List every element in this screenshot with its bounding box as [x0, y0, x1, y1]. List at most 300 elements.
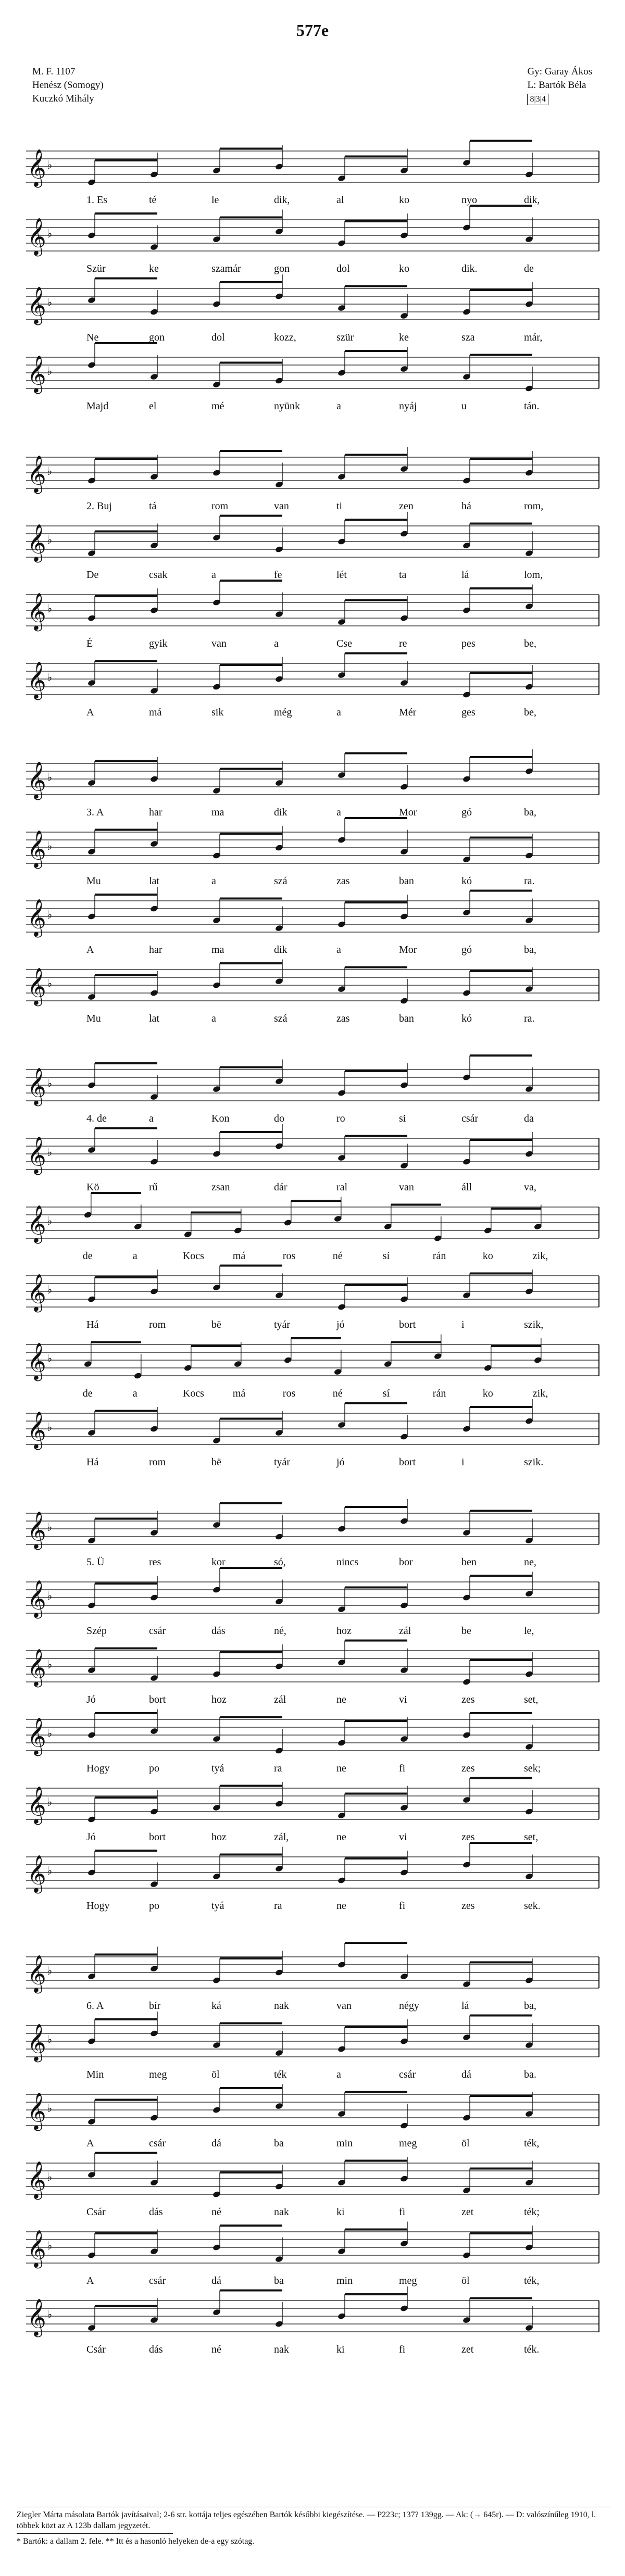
- lyric-syllable: lét: [336, 569, 347, 581]
- treble-clef-icon: 𝄞: [27, 285, 46, 324]
- lyric-syllable: meg: [399, 2138, 417, 2149]
- lyric-syllable: ko: [482, 1388, 493, 1399]
- lyric-syllable: bort: [149, 1694, 166, 1705]
- lyric-syllable: sik: [211, 707, 224, 718]
- flat-sign-icon: ♭: [47, 1796, 53, 1809]
- lyric-syllable: a: [149, 1113, 154, 1124]
- flat-sign-icon: ♭: [47, 228, 53, 241]
- lyric-syllable: lá: [461, 569, 469, 581]
- lyric-syllable: dá: [211, 2275, 221, 2286]
- lyric-syllable: bor: [399, 1556, 413, 1568]
- flat-sign-icon: ♭: [47, 1521, 53, 1534]
- lyric-syllable: 3. A: [86, 807, 104, 818]
- lyric-syllable: a: [336, 944, 341, 956]
- flat-sign-icon: ♭: [47, 1421, 53, 1434]
- lyric-syllable: ne,: [524, 1556, 536, 1568]
- lyric-syllable: ros: [282, 1388, 296, 1399]
- lyric-syllable: res: [149, 1556, 161, 1568]
- lyric-syllable: ko: [399, 263, 409, 274]
- lyric-syllable: dik,: [524, 194, 540, 206]
- lyric-syllable: be: [461, 1625, 471, 1637]
- treble-clef-icon: 𝄞: [27, 1954, 46, 1992]
- lyric-syllable: nak: [274, 2344, 289, 2355]
- lyric-syllable: öl: [461, 2275, 470, 2286]
- lyric-syllable: le,: [524, 1625, 534, 1637]
- footnote-sub: * Bartók: a dallam 2. fele. ** Itt és a hasonló helyeken de-a egy szótag.: [17, 2537, 255, 2546]
- treble-clef-icon: 𝄞: [27, 592, 46, 630]
- lyric-syllable: be,: [524, 638, 536, 649]
- lyric-syllable: mé: [211, 400, 224, 412]
- treble-clef-icon: 𝄞: [27, 2091, 46, 2130]
- page-title: 577e: [296, 21, 329, 40]
- lyric-syllable: csár: [399, 2069, 416, 2080]
- treble-clef-icon: 𝄞: [27, 2022, 46, 2061]
- treble-clef-icon: 𝄞: [27, 1410, 46, 1449]
- lyric-syllable: u: [461, 400, 467, 412]
- lyric-syllable: kó: [461, 1013, 472, 1024]
- lyric-syllable: Jó: [86, 1694, 96, 1705]
- lyric-syllable: csár: [149, 1625, 166, 1637]
- lyric-syllable: si: [399, 1113, 406, 1124]
- lyric-syllable: már,: [524, 332, 543, 343]
- lyric-syllable: sza: [461, 332, 475, 343]
- lyric-syllable: Mu: [86, 875, 101, 887]
- flat-sign-icon: ♭: [47, 1284, 53, 1297]
- flat-sign-icon: ♭: [47, 1590, 53, 1603]
- lyric-syllable: ra.: [524, 875, 535, 887]
- lyric-syllable: Csár: [86, 2344, 106, 2355]
- lyric-syllable: a: [336, 2069, 341, 2080]
- lyric-syllable: Szép: [86, 1625, 107, 1637]
- flat-sign-icon: ♭: [47, 2308, 53, 2321]
- lyric-syllable: kó: [461, 875, 472, 887]
- lyric-syllable: lat: [149, 1013, 159, 1024]
- lyric-syllable: ges: [461, 707, 476, 718]
- lyric-syllable: fi: [399, 2344, 406, 2355]
- lyric-syllable: zál: [274, 1694, 286, 1705]
- lyric-syllable: van: [211, 638, 227, 649]
- lyric-syllable: sí: [382, 1250, 390, 1262]
- treble-clef-icon: 𝄞: [27, 2160, 46, 2198]
- lyric-syllable: szá: [274, 1013, 288, 1024]
- lyric-syllable: fi: [399, 1900, 406, 1912]
- lyric-syllable: rű: [149, 1182, 158, 1193]
- lyric-syllable: 6. A: [86, 2000, 104, 2012]
- lyric-syllable: zes: [461, 1763, 475, 1774]
- lyric-syllable: né: [332, 1388, 343, 1399]
- lyric-syllable: fi: [399, 2206, 406, 2218]
- lyric-syllable: Kocs: [182, 1250, 204, 1262]
- lyric-syllable: a: [274, 638, 279, 649]
- lyric-syllable: ne: [336, 1763, 346, 1774]
- treble-clef-icon: 𝄞: [27, 898, 46, 936]
- lyric-syllable: i: [461, 1319, 465, 1330]
- lyric-syllable: fe: [274, 569, 282, 581]
- lyric-syllable: tán.: [524, 400, 540, 412]
- lyric-syllable: csár: [149, 2275, 166, 2286]
- transcriber: L: Bartók Béla: [527, 80, 586, 91]
- lyric-syllable: lom,: [524, 569, 543, 581]
- treble-clef-icon: 𝄞: [27, 148, 46, 186]
- lyric-syllable: 1. Es: [86, 194, 107, 206]
- lyric-syllable: ba,: [524, 944, 536, 956]
- treble-clef-icon: 𝄞: [27, 1716, 46, 1755]
- lyric-syllable: ke: [149, 263, 159, 274]
- lyric-syllable: Min: [86, 2069, 104, 2080]
- flat-sign-icon: ♭: [47, 465, 53, 478]
- flat-sign-icon: ♭: [47, 977, 53, 990]
- lyric-syllable: a: [211, 569, 216, 581]
- lyric-syllable: kor: [211, 1556, 226, 1568]
- lyric-syllable: té: [149, 194, 157, 206]
- lyric-syllable: dás: [149, 2344, 163, 2355]
- lyric-syllable: gon: [274, 263, 290, 274]
- lyric-syllable: bë: [211, 1456, 221, 1468]
- lyric-syllable: ro: [336, 1113, 345, 1124]
- location: Henész (Somogy): [32, 80, 104, 91]
- lyric-syllable: a: [336, 707, 341, 718]
- lyric-syllable: ték;: [524, 2206, 540, 2218]
- lyric-syllable: Há: [86, 1319, 99, 1330]
- lyric-syllable: ko: [399, 194, 409, 206]
- lyric-syllable: gó: [461, 944, 472, 956]
- lyric-syllable: hoz: [336, 1625, 352, 1637]
- lyric-syllable: négy: [399, 2000, 419, 2012]
- flat-sign-icon: ♭: [47, 840, 53, 853]
- treble-clef-icon: 𝄞: [27, 829, 46, 868]
- lyric-syllable: áll: [461, 1182, 472, 1193]
- lyric-syllable: ba: [274, 2275, 284, 2286]
- flat-sign-icon: ♭: [47, 909, 53, 922]
- treble-clef-icon: 𝄞: [27, 1273, 46, 1311]
- lyric-syllable: kozz,: [274, 332, 296, 343]
- lyric-syllable: a: [336, 400, 341, 412]
- lyric-syllable: sek.: [524, 1900, 541, 1912]
- lyric-syllable: hoz: [211, 1694, 227, 1705]
- lyric-syllable: ne: [336, 1831, 346, 1843]
- flat-sign-icon: ♭: [47, 602, 53, 615]
- lyric-syllable: ba: [274, 2138, 284, 2149]
- lyric-syllable: 4. de: [86, 1113, 107, 1124]
- lyric-syllable: ma: [211, 807, 224, 818]
- lyric-syllable: bort: [399, 1319, 416, 1330]
- lyric-syllable: van: [336, 2000, 352, 2012]
- lyric-syllable: gyik: [149, 638, 168, 649]
- lyric-syllable: ba,: [524, 807, 536, 818]
- lyric-syllable: Csár: [86, 2206, 106, 2218]
- lyric-syllable: po: [149, 1900, 159, 1912]
- treble-clef-icon: 𝄞: [27, 1854, 46, 1892]
- lyric-syllable: de: [82, 1250, 93, 1262]
- lyric-syllable: né: [211, 2206, 221, 2218]
- lyric-syllable: A: [86, 944, 94, 956]
- collector: Gy: Garay Ákos: [527, 66, 592, 77]
- lyric-syllable: ben: [461, 1556, 477, 1568]
- lyric-syllable: csár: [149, 2138, 166, 2149]
- lyric-syllable: ték,: [524, 2138, 540, 2149]
- lyric-syllable: Jó: [86, 1831, 96, 1843]
- lyric-syllable: öl: [211, 2069, 220, 2080]
- lyric-syllable: ne: [336, 1694, 346, 1705]
- lyric-syllable: a: [211, 875, 216, 887]
- lyric-syllable: be,: [524, 707, 536, 718]
- treble-clef-icon: 𝄞: [27, 760, 46, 799]
- lyric-syllable: ko: [482, 1250, 493, 1262]
- lyric-syllable: A: [86, 2138, 94, 2149]
- lyric-syllable: gó: [461, 807, 472, 818]
- lyric-syllable: ték,: [524, 2275, 540, 2286]
- lyric-syllable: tyá: [211, 1900, 224, 1912]
- lyric-syllable: set,: [524, 1694, 539, 1705]
- treble-clef-icon: 𝄞: [27, 1066, 46, 1105]
- lyric-syllable: Kon: [211, 1113, 230, 1124]
- lyric-syllable: zet: [461, 2344, 474, 2355]
- flat-sign-icon: ♭: [47, 1146, 53, 1159]
- treble-clef-icon: 𝄞: [27, 523, 46, 561]
- lyric-syllable: szür: [336, 332, 354, 343]
- lyric-syllable: dik: [274, 944, 288, 956]
- lyric-syllable: bort: [149, 1831, 166, 1843]
- lyric-syllable: csár: [461, 1113, 479, 1124]
- lyric-syllable: zik,: [532, 1250, 548, 1262]
- lyric-syllable: zen: [399, 500, 414, 512]
- lyric-syllable: jó: [336, 1456, 345, 1468]
- lyric-syllable: dár: [274, 1182, 288, 1193]
- lyric-syllable: meg: [399, 2275, 417, 2286]
- lyric-syllable: dol: [211, 332, 225, 343]
- lyric-syllable: Mér: [399, 707, 417, 718]
- lyric-syllable: dik,: [274, 194, 290, 206]
- treble-clef-icon: 𝄞: [27, 2297, 46, 2336]
- lyric-syllable: zál: [399, 1625, 411, 1637]
- treble-clef-icon: 𝄞: [27, 1510, 46, 1549]
- lyric-syllable: zes: [461, 1900, 475, 1912]
- lyric-syllable: vi: [399, 1831, 407, 1843]
- lyric-syllable: bort: [399, 1456, 416, 1468]
- treble-clef-icon: 𝄞: [27, 217, 46, 255]
- lyric-syllable: né,: [274, 1625, 286, 1637]
- footnote-divider-short: [17, 2533, 173, 2534]
- lyric-syllable: fi: [399, 1763, 406, 1774]
- lyric-syllable: pes: [461, 638, 476, 649]
- lyric-syllable: nak: [274, 2206, 289, 2218]
- lyric-syllable: rom: [149, 1319, 166, 1330]
- flat-sign-icon: ♭: [47, 159, 53, 172]
- lyric-syllable: re: [399, 638, 407, 649]
- lyric-syllable: É: [86, 638, 93, 649]
- lyric-syllable: el: [149, 400, 157, 412]
- lyric-syllable: a: [132, 1250, 138, 1262]
- treble-clef-icon: 𝄞: [27, 660, 46, 699]
- lyric-syllable: Hogy: [86, 1900, 110, 1912]
- flat-sign-icon: ♭: [47, 534, 53, 547]
- lyric-syllable: zes: [461, 1831, 475, 1843]
- lyric-syllable: ki: [336, 2206, 345, 2218]
- lyric-syllable: ta: [399, 569, 407, 581]
- lyric-syllable: ká: [211, 2000, 221, 2012]
- lyric-syllable: zál,: [274, 1831, 289, 1843]
- footnote-main: Ziegler Márta másolata Bartók javításaival; 2-6 str. kottája teljes egészében Bartók későbbi kiegészítése. — P223c; 137? 139gg. — Ak: (→ 645r). — D: valószínűleg 1910, l. többek közt az A 123b dallam jegyzetét.: [17, 2510, 596, 2530]
- treble-clef-icon: 𝄞: [27, 1579, 46, 1617]
- footnotes: [17, 2505, 610, 2547]
- catalog-number: M. F. 1107: [32, 66, 76, 77]
- lyric-syllable: a: [211, 1013, 216, 1024]
- treble-clef-icon: 𝄞: [27, 1135, 46, 1174]
- treble-clef-icon: 𝄞: [27, 1648, 46, 1686]
- lyric-syllable: ték.: [524, 2344, 540, 2355]
- lyric-syllable: lá: [461, 2000, 469, 2012]
- lyric-syllable: har: [149, 944, 162, 956]
- treble-clef-icon: 𝄞: [27, 454, 46, 493]
- flat-sign-icon: ♭: [47, 1658, 53, 1672]
- lyric-syllable: da: [524, 1113, 534, 1124]
- lyric-syllable: a: [132, 1388, 138, 1399]
- lyric-syllable: a: [336, 807, 341, 818]
- treble-clef-icon: 𝄞: [27, 1341, 46, 1380]
- lyric-syllable: Szür: [86, 263, 106, 274]
- lyric-syllable: De: [86, 569, 99, 581]
- lyric-syllable: só,: [274, 1556, 286, 1568]
- lyric-syllable: má: [232, 1388, 246, 1399]
- lyric-syllable: set,: [524, 1831, 539, 1843]
- lyric-syllable: ra: [274, 1900, 282, 1912]
- lyric-syllable: ban: [399, 1013, 414, 1024]
- lyric-syllable: ban: [399, 875, 414, 887]
- lyric-syllable: sí: [382, 1388, 390, 1399]
- lyric-syllable: tyá: [211, 1763, 224, 1774]
- lyric-syllable: dol: [336, 263, 350, 274]
- lyric-syllable: le: [211, 194, 219, 206]
- flat-sign-icon: ♭: [47, 2102, 53, 2115]
- lyric-syllable: va,: [524, 1182, 536, 1193]
- lyric-syllable: dá: [211, 2138, 221, 2149]
- lyric-syllable: do: [274, 1113, 284, 1124]
- lyric-syllable: ma: [211, 944, 224, 956]
- lyric-syllable: vi: [399, 1694, 407, 1705]
- lyric-syllable: meg: [149, 2069, 167, 2080]
- lyric-syllable: jó: [336, 1319, 345, 1330]
- lyric-syllable: Mor: [399, 944, 417, 956]
- lyric-syllable: öl: [461, 2138, 470, 2149]
- lyric-syllable: nincs: [336, 1556, 359, 1568]
- flat-sign-icon: ♭: [47, 1865, 53, 1878]
- flat-sign-icon: ♭: [47, 1077, 53, 1090]
- meter-box: 8|3|4: [527, 94, 548, 105]
- lyric-syllable: né: [332, 1250, 343, 1262]
- lyric-syllable: Há: [86, 1456, 99, 1468]
- lyric-syllable: de: [82, 1388, 93, 1399]
- lyric-syllable: má: [232, 1250, 246, 1262]
- lyric-syllable: min: [336, 2138, 353, 2149]
- lyric-syllable: Kocs: [182, 1388, 204, 1399]
- flat-sign-icon: ♭: [47, 2033, 53, 2046]
- lyric-syllable: szá: [274, 875, 288, 887]
- flat-sign-icon: ♭: [47, 365, 53, 378]
- lyric-syllable: má: [149, 707, 162, 718]
- lyric-syllable: né: [211, 2344, 221, 2355]
- lyric-syllable: rán: [432, 1388, 446, 1399]
- flat-sign-icon: ♭: [47, 2240, 53, 2253]
- lyric-syllable: dik.: [461, 263, 478, 274]
- flat-sign-icon: ♭: [47, 1965, 53, 1978]
- treble-clef-icon: 𝄞: [27, 354, 46, 393]
- lyric-syllable: há: [461, 500, 471, 512]
- lyric-syllable: ral: [336, 1182, 348, 1193]
- treble-clef-icon: 𝄞: [27, 966, 46, 1005]
- lyric-syllable: szik.: [524, 1456, 544, 1468]
- lyric-syllable: ke: [399, 332, 409, 343]
- lyric-syllable: Mu: [86, 1013, 101, 1024]
- lyric-syllable: dás: [211, 1625, 226, 1637]
- lyric-syllable: 2. Buj: [86, 500, 112, 512]
- lyric-syllable: nyáj: [399, 400, 417, 412]
- lyric-syllable: zik,: [532, 1388, 548, 1399]
- lyric-syllable: A: [86, 2275, 94, 2286]
- lyric-syllable: szik,: [524, 1319, 544, 1330]
- lyric-syllable: dá: [461, 2069, 471, 2080]
- flat-sign-icon: ♭: [47, 1352, 53, 1365]
- treble-clef-icon: 𝄞: [27, 2229, 46, 2267]
- lyric-syllable: van: [399, 1182, 414, 1193]
- lyric-syllable: tyár: [274, 1456, 291, 1468]
- lyric-syllable: tá: [149, 500, 157, 512]
- lyric-syllable: csak: [149, 569, 168, 581]
- lyric-syllable: dás: [149, 2206, 163, 2218]
- lyric-syllable: dik: [274, 807, 288, 818]
- lyric-syllable: ba,: [524, 2000, 536, 2012]
- lyric-syllable: zas: [336, 1013, 350, 1024]
- lyric-syllable: ték: [274, 2069, 287, 2080]
- lyric-syllable: bë: [211, 1319, 221, 1330]
- lyric-syllable: Ne: [86, 332, 99, 343]
- lyric-syllable: még: [274, 707, 292, 718]
- lyric-syllable: gon: [149, 332, 165, 343]
- lyric-syllable: nyünk: [274, 400, 300, 412]
- lyric-syllable: ros: [282, 1250, 296, 1262]
- flat-sign-icon: ♭: [47, 771, 53, 784]
- lyric-syllable: rán: [432, 1250, 446, 1262]
- lyric-syllable: van: [274, 500, 289, 512]
- lyric-syllable: 5. Ü: [86, 1556, 105, 1568]
- lyric-syllable: i: [461, 1456, 465, 1468]
- lyric-syllable: rom,: [524, 500, 544, 512]
- performer: Kuczkó Mihály: [32, 93, 94, 104]
- lyric-syllable: de: [524, 263, 534, 274]
- lyric-syllable: lat: [149, 875, 159, 887]
- lyric-syllable: A: [86, 707, 94, 718]
- lyric-syllable: Kö: [86, 1182, 99, 1193]
- lyric-syllable: nak: [274, 2000, 289, 2012]
- treble-clef-icon: 𝄞: [27, 1785, 46, 1824]
- lyric-syllable: szamár: [211, 263, 241, 274]
- flat-sign-icon: ♭: [47, 1727, 53, 1740]
- flat-sign-icon: ♭: [47, 296, 53, 309]
- lyric-syllable: Hogy: [86, 1763, 110, 1774]
- lyric-syllable: ne: [336, 1900, 346, 1912]
- lyric-syllable: Cse: [336, 638, 352, 649]
- lyric-syllable: rom: [149, 1456, 166, 1468]
- flat-sign-icon: ♭: [47, 671, 53, 684]
- lyric-syllable: ti: [336, 500, 343, 512]
- lyric-syllable: po: [149, 1763, 159, 1774]
- lyric-syllable: zsan: [211, 1182, 230, 1193]
- flat-sign-icon: ♭: [47, 1215, 53, 1228]
- lyric-syllable: sek;: [524, 1763, 541, 1774]
- lyric-syllable: har: [149, 807, 162, 818]
- lyric-syllable: ra: [274, 1763, 282, 1774]
- lyric-syllable: ki: [336, 2344, 345, 2355]
- lyric-syllable: zes: [461, 1694, 475, 1705]
